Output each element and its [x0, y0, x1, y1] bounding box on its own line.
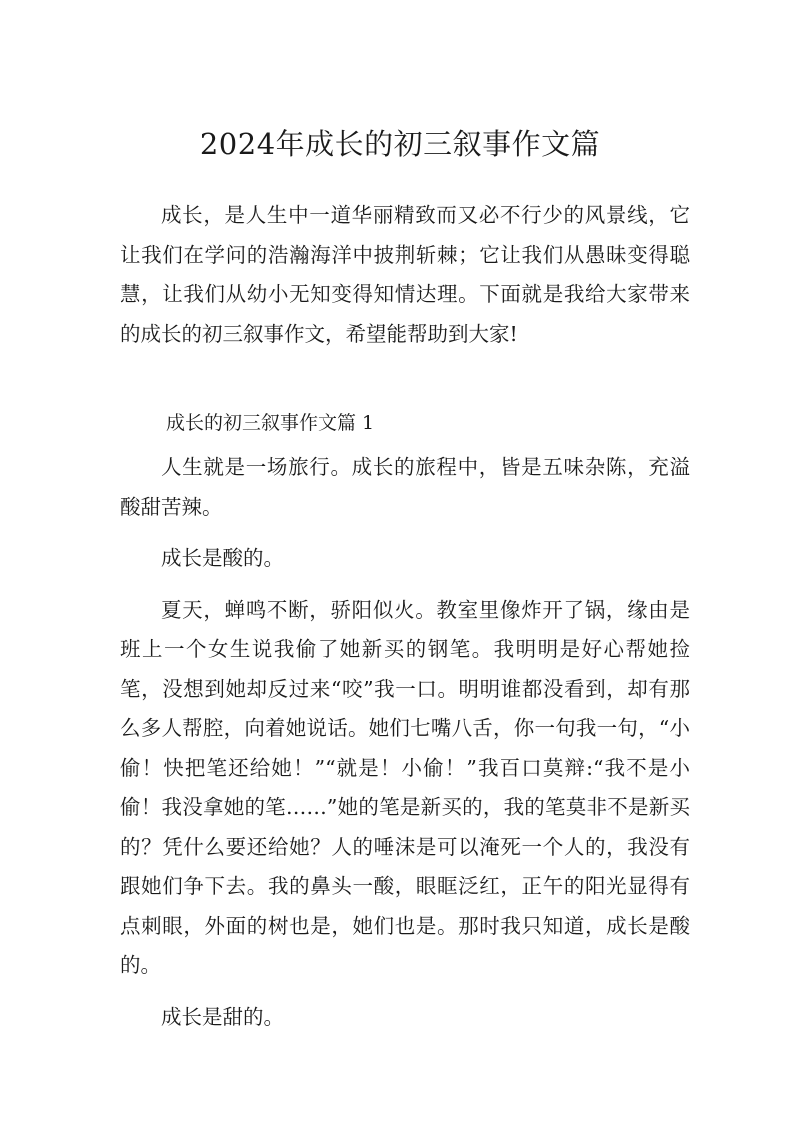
intro-block	[120, 196, 690, 366]
paragraph: 成长是酸的。	[161, 546, 284, 570]
section-heading: 成长的初三叙事作文篇 1	[166, 412, 375, 434]
paragraph: 人生就是一场旅行。成长的旅程中，皆是五味杂陈，充溢酸甜苦辣。	[120, 455, 690, 519]
paragraph: 成长是甜的。	[161, 1004, 284, 1029]
essay-body	[120, 448, 690, 1049]
document-title: 2024年成长的初三叙事作文篇	[199, 127, 601, 161]
paragraph: 夏天，蝉鸣不断，骄阳似火。教室里像炸开了锅，缘由是班上一个女生说我偷了她新买的钢笔。我明明是好心帮她捡笔，没想到她却反过来“咬”我一口。明明谁都没看到，却有那么多人帮腔，向着她说话。她们七嘴八舌，你一句我一句，“小偷！快把笔还给她！”“就是！小偷！”我百口莫辩:“我不是小偷！我没拿她的笔……”她的笔是新买的，我的笔莫非不是新买的？凭什么要还给她？人的唾沫是可以淹死一个人的，我没有跟她们争下去。我的鼻头一酸，眼眶泛红，正午的阳光显得有点刺眼，外面的树也是，她们也是。那时我只知道，成长是酸的。	[120, 597, 690, 977]
intro-paragraph: 成长，是人生中一道华丽精致而又必不行少的风景线，它让我们在学问的浩瀚海洋中披荆斩棘；它让我们从愚昧变得聪慧，让我们从幼小无知变得知情达理。下面就是我给大家带来的成长的初三叙事作文，希望能帮助到大家!	[120, 203, 690, 346]
